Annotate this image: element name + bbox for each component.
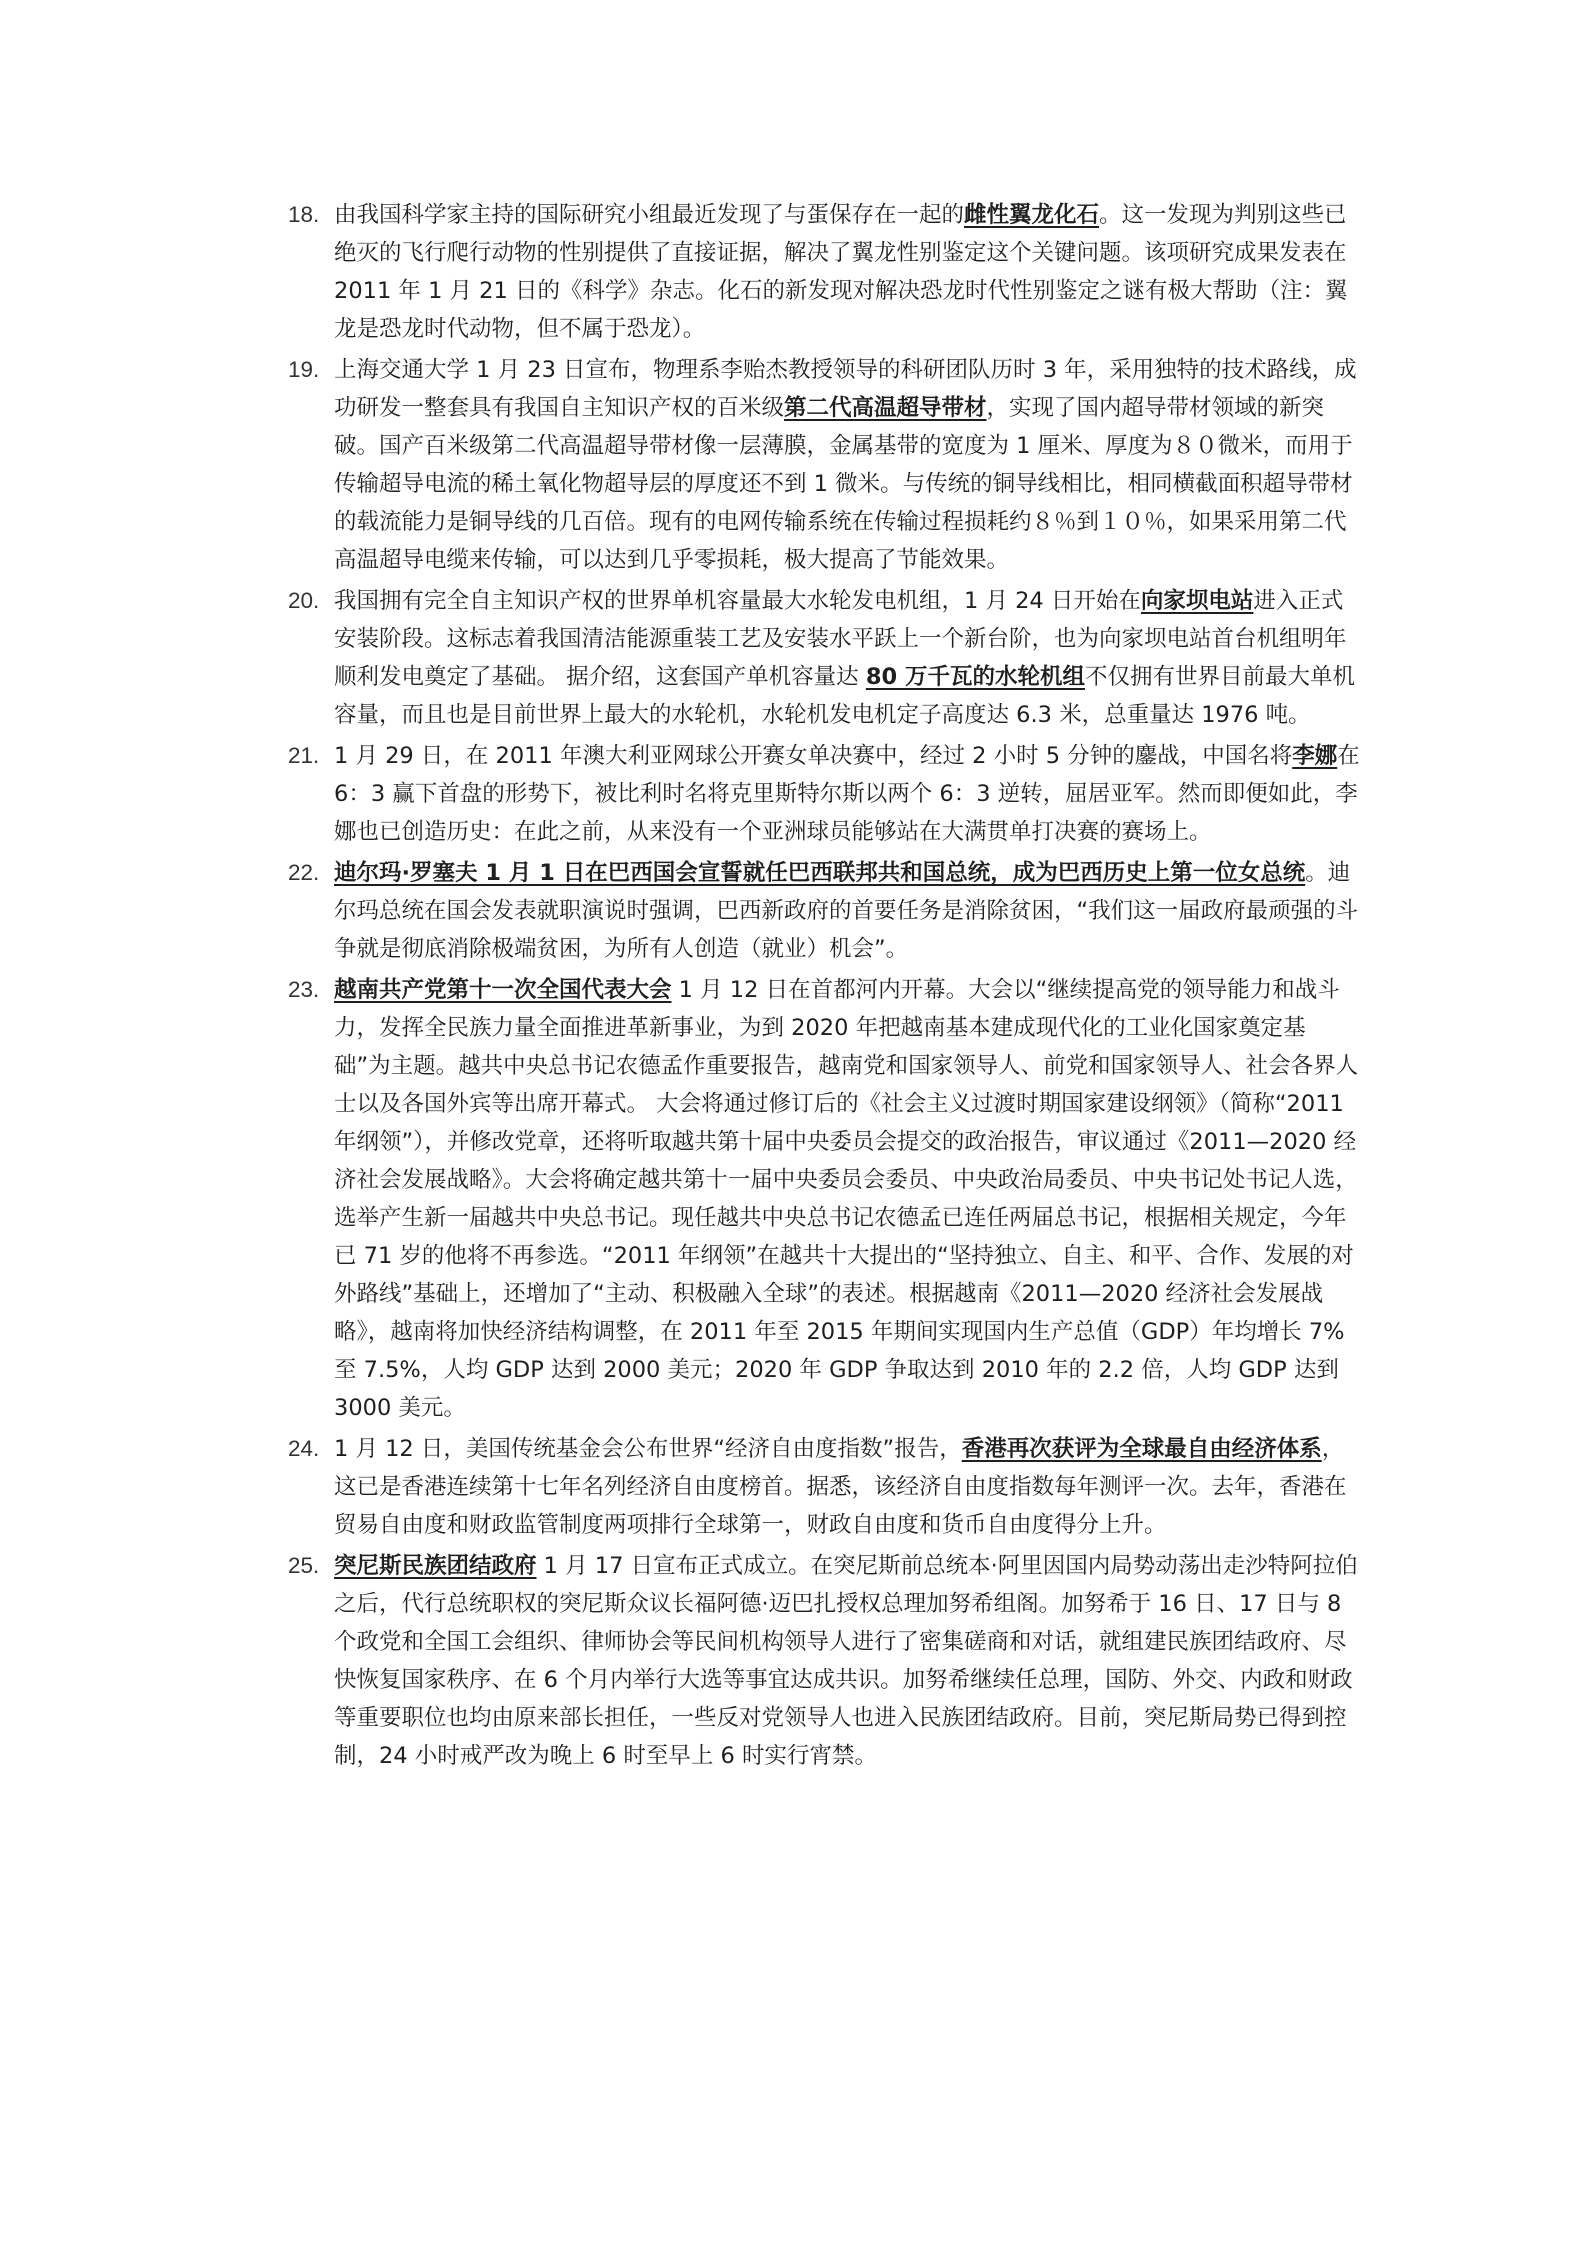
- item-number: 19.: [288, 357, 320, 382]
- highlight-term: 雌性翼龙化石: [964, 202, 1100, 228]
- item-text: 我国拥有完全自主知识产权的世界单机容量最大水轮发电机组，1 月 24 日开始在: [334, 588, 1141, 614]
- list-item: [288, 1547, 1360, 1775]
- item-text: 1 月 29 日，在 2011 年澳大利亚网球公开赛女单决赛中，经过 2 小时 5 分钟的鏖战，中国名将: [334, 743, 1293, 769]
- item-text: 由我国科学家主持的国际研究小组最近发现了与蛋保存在一起的: [334, 202, 965, 228]
- item-number: 25.: [288, 1553, 320, 1578]
- list-item: [288, 854, 1360, 968]
- list-item: [288, 582, 1360, 734]
- item-text: 。这一发现为判别这些已绝灭的飞行爬行动物的性别提供了直接证据，解决了翼龙性别鉴定这个关键问题。该项研究成果发表在 2011 年 1 月 21 日的《科学》杂志。化石的新发现对解决恐龙时代性别鉴定之谜有极大帮助（注：翼龙是恐龙时代动物，但不属于恐龙）。: [334, 202, 1348, 342]
- list-item: [288, 737, 1360, 851]
- news-list: [288, 196, 1360, 1775]
- highlight-term: 第二代高温超导带材: [784, 395, 987, 421]
- list-item: [288, 351, 1360, 579]
- item-number: 22.: [288, 860, 320, 885]
- item-number: 23.: [288, 977, 320, 1002]
- item-text: 1 月 17 日宣布正式成立。在突尼斯前总统本·阿里因国内局势动荡出走沙特阿拉伯之后，代行总统职权的突尼斯众议长福阿德·迈巴扎授权总理加努希组阁。加努希于 16 日、17 日与 8 个政党和全国工会组织、律师协会等民间机构领导人进行了密集磋商和对话，就组建民族团结政府、尽快恢复国家秩序、在 6 个月内举行大选等事宜达成共识。加努希继续任总理，国防、外交、内政和财政等重要职位也均由原来部长担任，一些反对党领导人也进入民族团结政府。目前，突尼斯局势已得到控制，24 小时戒严改为晚上 6 时至早上 6 时实行宵禁。: [334, 1553, 1358, 1769]
- highlight-term: 香港再次获评为全球最自由经济体系: [961, 1436, 1322, 1462]
- item-text: ，这已是香港连续第十七年名列经济自由度榜首。据悉，该经济自由度指数每年测评一次。去年，香港在贸易自由度和财政监管制度两项排行全球第一，财政自由度和货币自由度得分上升。: [334, 1436, 1347, 1538]
- item-text: ，实现了国内超导带材领域的新突破。国产百米级第二代高温超导带材像一层薄膜，金属基带的宽度为 1 厘米、厚度为８０微米，而用于传输超导电流的稀土氧化物超导层的厚度还不到 1 微米。与传统的铜导线相比，相同横截面积超导带材的载流能力是铜导线的几百倍。现有的电网传输系统在传输过程损耗约８％到１０％，如果采用第二代高温超导电缆来传输，可以达到几乎零损耗，极大提高了节能效果。: [334, 395, 1353, 573]
- item-text: 进入正式安装阶段。这标志着我国清洁能源重装工艺及安装水平跃上一个新台阶，也为向家坝电站首台机组明年顺利发电奠定了基础。 据介绍，这套国产单机容量达: [334, 588, 1347, 690]
- highlight-term: 80 万千瓦的水轮机组: [865, 664, 1085, 690]
- item-text: 不仅拥有世界目前最大单机容量，而且也是目前世界上最大的水轮机，水轮机发电机定子高度达 6.3 米，总重量达 1976 吨。: [334, 664, 1355, 728]
- item-number: 18.: [288, 202, 320, 227]
- highlight-term: 向家坝电站: [1140, 588, 1254, 614]
- item-number: 24.: [288, 1436, 320, 1461]
- item-number: 21.: [288, 743, 320, 768]
- item-text: 在 6：3 赢下首盘的形势下，被比利时名将克里斯特尔斯以两个 6：3 逆转，屈居亚军。然而即便如此，李娜也已创造历史：在此之前，从来没有一个亚洲球员能够站在大满贯单打决赛的赛场上。: [334, 743, 1360, 845]
- highlight-term: 李娜: [1292, 743, 1338, 769]
- item-text: 。迪尔玛总统在国会发表就职演说时强调，巴西新政府的首要任务是消除贫困，“我们这一届政府最顽强的斗争就是彻底消除极端贫困，为所有人创造（就业）机会”。: [334, 860, 1359, 962]
- highlight-term: 突尼斯民族团结政府: [334, 1553, 537, 1579]
- list-item: [288, 1430, 1360, 1544]
- item-number: 20.: [288, 588, 320, 613]
- list-item: [288, 971, 1360, 1427]
- item-text: 上海交通大学 1 月 23 日宣布，物理系李贻杰教授领导的科研团队历时 3 年，采用独特的技术路线，成功研发一整套具有我国自主知识产权的百米级: [334, 357, 1357, 421]
- highlight-term: 越南共产党第十一次全国代表大会: [334, 977, 672, 1003]
- item-text: 1 月 12 日，美国传统基金会公布世界“经济自由度指数”报告，: [334, 1436, 962, 1462]
- highlight-term: 迪尔玛·罗塞夫 1 月 1 日在巴西国会宣誓就任巴西联邦共和国总统，成为巴西历史上第一位女总统: [334, 860, 1306, 886]
- item-text: 1 月 12 日在首都河内开幕。大会以“继续提高党的领导能力和战斗力，发挥全民族力量全面推进革新事业，为到 2020 年把越南基本建成现代化的工业化国家奠定基础”为主题。越共中央总书记农德孟作重要报告，越南党和国家领导人、前党和国家领导人、社会各界人士以及各国外宾等出席开幕式。 大会将通过修订后的《社会主义过渡时期国家建设纲领》（简称“2011 年纲领”），并修改党章，还将听取越共第十届中央委员会提交的政治报告，审议通过《2011—2020 经济社会发展战略》。大会将确定越共第十一届中央委员会委员、中央政治局委员、中央书记处书记人选，选举产生新一届越共中央总书记。现任越共中央总书记农德孟已连任两届总书记，根据相关规定，今年已 71 岁的他将不再参选。“2011 年纲领”在越共十大提出的“坚持独立、自主、和平、合作、发展的对外路线”基础上，还增加了“主动、积极融入全球”的表述。根据越南《2011—2020 经济社会发展战略》，越南将加快经济结构调整，在 2011 年至 2015 年期间实现国内生产总值（GDP）年均增长 7%至 7.5%，人均 GDP 达到 2000 美元；2020 年 GDP 争取达到 2010 年的 2.2 倍，人均 GDP 达到 3000 美元。: [334, 977, 1359, 1421]
- list-item: [288, 196, 1360, 348]
- document-page: [288, 196, 1360, 1778]
